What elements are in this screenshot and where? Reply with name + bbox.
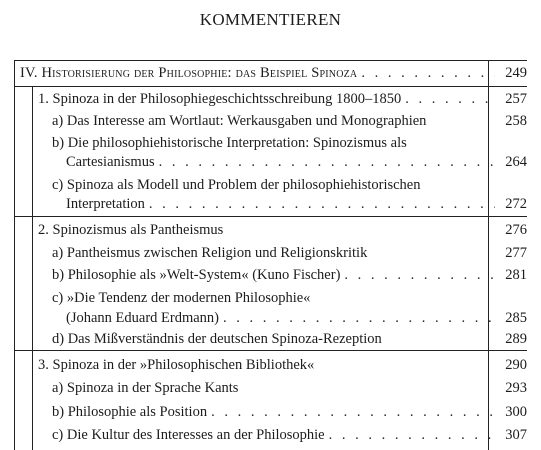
divider-section-1 [14,216,527,217]
leader-dots [211,403,495,421]
toc-subsection-title-line2: Cartesianismus [66,154,155,170]
toc-subsection-continuation[interactable] [66,153,527,171]
toc-section-title: 1. Spinoza in der Philosophiegeschichtsschreibung 1800–1850 [38,91,402,107]
toc-subsection-row[interactable] [52,330,527,348]
leader-dots [361,64,495,82]
toc-page-number: 272 [505,196,527,212]
toc-subsection-title: a) Pantheismus zwischen Religion und Religionskritik [52,245,368,261]
toc-subsection-title: a) Spinoza in der Sprache Kants [52,380,239,396]
toc-subsection-title: b) Die philosophiehistorische Interpretation: Spinozismus als [52,135,407,151]
divider-top [14,60,527,61]
toc-subsection-row[interactable] [52,244,527,262]
leader-dots [344,266,495,284]
leader-dots [223,309,495,327]
toc-page-number: 289 [505,331,527,347]
toc-subsection-row[interactable] [52,176,527,194]
toc-subsection-title: b) Philosophie als Position [52,404,208,420]
toc-subsection-row[interactable] [52,403,527,421]
toc-part-row[interactable] [20,64,527,82]
toc-subsection-continuation[interactable] [66,195,527,213]
toc-page-number: 277 [505,245,527,261]
toc-subsection-title: c) Die Kultur des Interesses an der Philosophie [52,427,325,443]
toc-page-number: 264 [505,154,527,170]
toc-section-row[interactable] [38,356,527,374]
toc-part-title: IV. Historisierung der Philosophie: das Beispiel Spinoza [20,65,358,81]
grid-line-section [32,86,33,450]
toc-page-number: 293 [505,380,527,396]
leader-dots [329,426,495,444]
leader-dots [405,90,495,108]
toc-subsection-row[interactable] [52,289,527,307]
divider-part [14,86,527,87]
toc-section-row[interactable] [38,221,527,239]
toc-subsection-row[interactable] [52,134,527,152]
toc-page-number: 281 [505,267,527,283]
toc-page-number: 300 [505,404,527,420]
toc-page-number: 257 [505,91,527,107]
toc-subsection-title: d) Das Mißverständnis der deutschen Spinoza-Rezeption [52,331,382,347]
toc-section-title: 2. Spinozismus als Pantheismus [38,222,224,238]
toc-subsection-row[interactable] [52,426,527,444]
toc-section-title: 3. Spinoza in der »Philosophischen Bibliothek« [38,357,315,373]
toc-subsection-title: b) Philosophie als »Welt-System« (Kuno Fischer) [52,267,341,283]
toc-section-row[interactable] [38,90,527,108]
leader-dots [159,153,495,171]
toc-page-number: 285 [505,310,527,326]
toc-subsection-title: c) Spinoza als Modell und Problem der philosophiehistorischen [52,177,421,193]
toc-subsection-row[interactable] [52,379,527,397]
page-header-title: KOMMENTIEREN [199,10,342,29]
toc-subsection-title: a) Das Interesse am Wortlaut: Werkausgaben und Monographien [52,113,427,129]
toc-page-number: 276 [505,222,527,238]
leader-dots [149,195,495,213]
toc-page-number: 307 [505,427,527,443]
toc-page-number: 258 [505,113,527,129]
divider-section-2 [14,350,527,351]
grid-line-left [14,60,15,450]
toc-subsection-row[interactable] [52,266,527,284]
toc-page-number: 249 [505,65,527,81]
toc-subsection-title-line2: (Johann Eduard Erdmann) [66,310,220,326]
toc-subsection-row[interactable] [52,112,527,130]
toc-subsection-title: c) »Die Tendenz der modernen Philosophie« [52,290,311,306]
toc-page-number: 290 [505,357,527,373]
toc-subsection-continuation[interactable] [66,309,527,327]
toc-subsection-title-line2: Interpretation [66,196,145,212]
